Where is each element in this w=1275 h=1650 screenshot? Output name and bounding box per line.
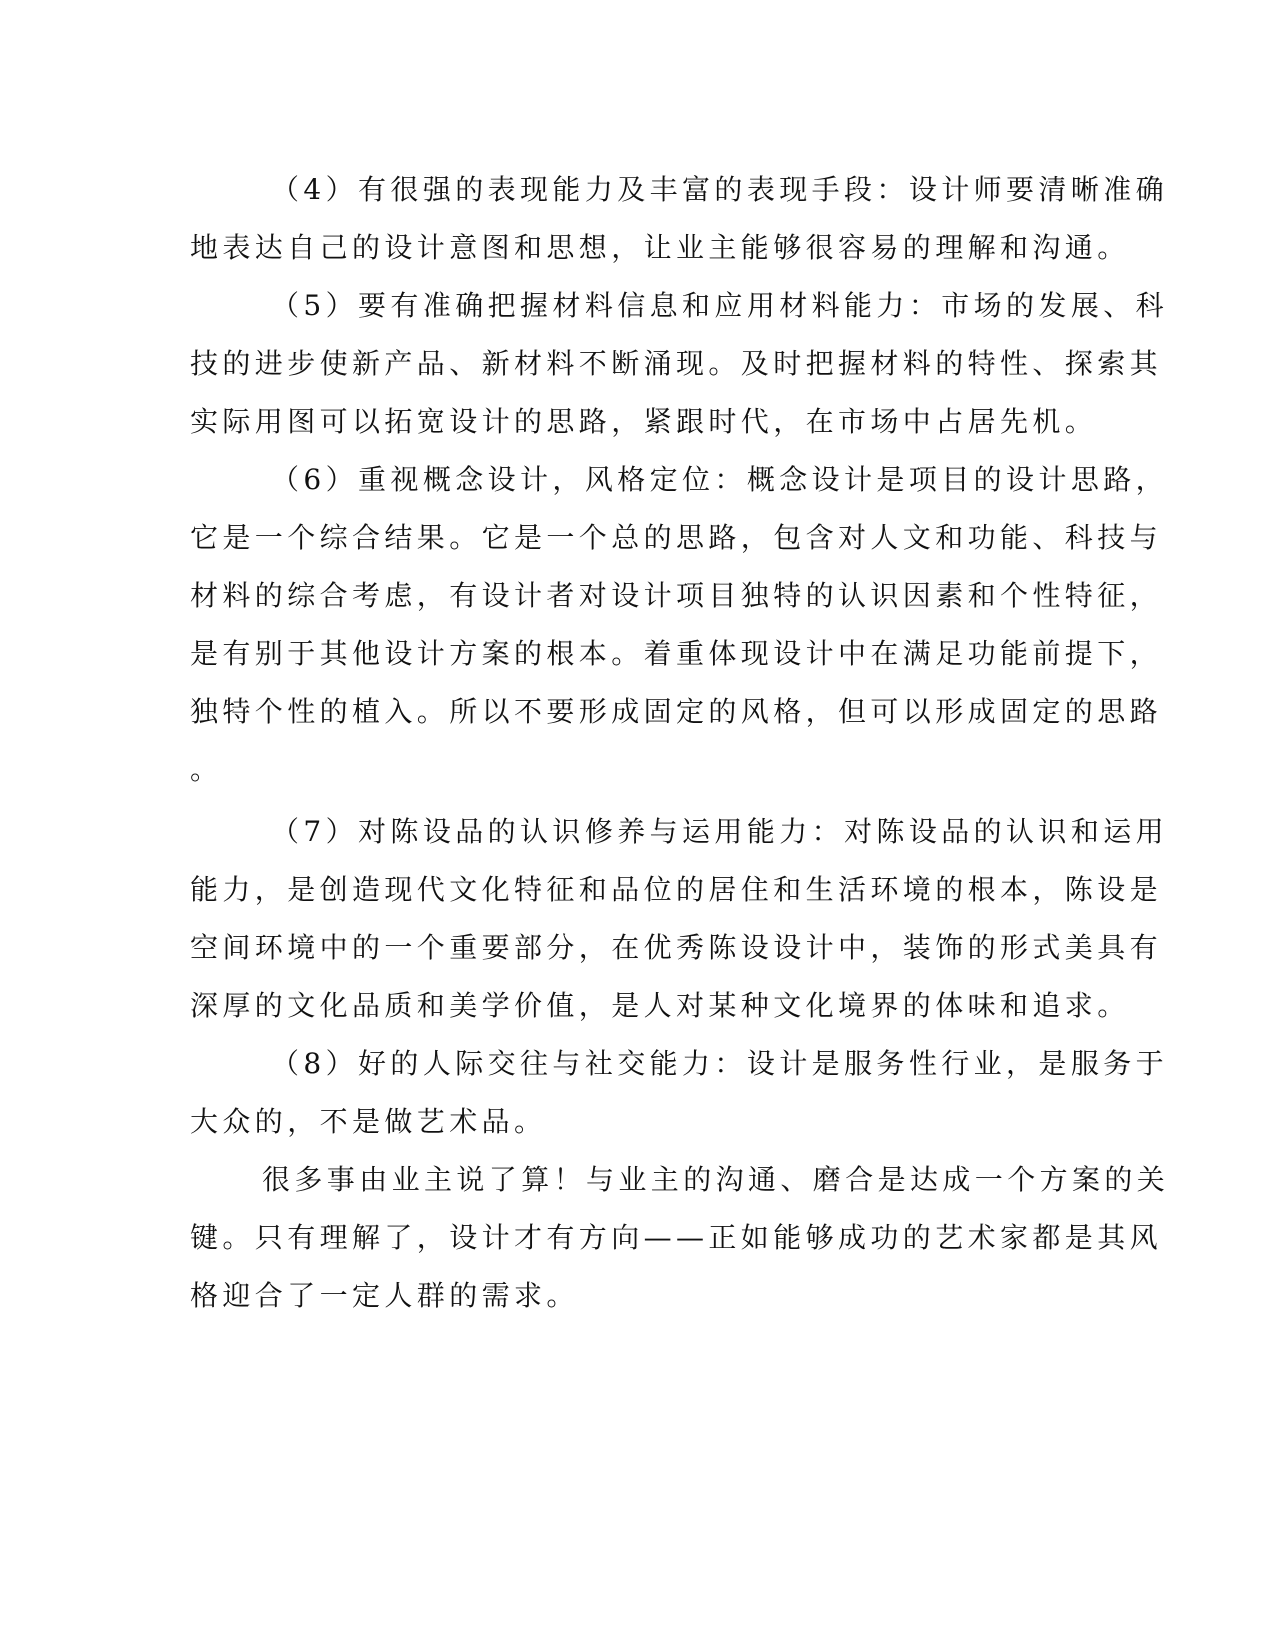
paragraph-7-line-3: 空间环境中的一个重要部分，在优秀陈设设计中，装饰的形式美具有 [190,931,1163,964]
paragraph-6-line-5: 独特个性的植入。所以不要形成固定的风格，但可以形成固定的思路 [190,695,1163,728]
paragraph-9-line-2: 键。只有理解了，设计才有方向——正如能够成功的艺术家都是其风 [190,1221,1163,1254]
paragraph-6-line-4: 是有别于其他设计方案的根本。着重体现设计中在满足功能前提下， [190,637,1163,670]
paragraph-8-line-2: 大众的，不是做艺术品。 [190,1105,547,1138]
paragraph-9-line-3: 格迎合了一定人群的需求。 [190,1279,579,1312]
paragraph-6-line-6: 。 [190,753,223,786]
paragraph-5-line-3: 实际用图可以拓宽设计的思路，紧跟时代，在市场中占居先机。 [190,405,1098,438]
paragraph-8-line-1: （8）好的人际交往与社交能力：设计是服务性行业，是服务于 [271,1047,1169,1080]
paragraph-6-line-3: 材料的综合考虑，有设计者对设计项目独特的认识因素和个性特征， [190,579,1163,612]
paragraph-5-line-1: （5）要有准确把握材料信息和应用材料能力：市场的发展、科 [271,289,1169,322]
paragraph-9-line-1: 很多事由业主说了算！与业主的沟通、磨合是达成一个方案的关 [262,1163,1170,1196]
paragraph-5-line-2: 技的进步使新产品、新材料不断涌现。及时把握材料的特性、探索其 [190,347,1163,380]
paragraph-4-line-1: （4）有很强的表现能力及丰富的表现手段：设计师要清晰准确 [271,173,1169,206]
paragraph-4-line-2: 地表达自己的设计意图和思想，让业主能够很容易的理解和沟通。 [190,231,1130,264]
paragraph-6-line-2: 它是一个综合结果。它是一个总的思路，包含对人文和功能、科技与 [190,521,1163,554]
paragraph-7-line-2: 能力，是创造现代文化特征和品位的居住和生活环境的根本，陈设是 [190,873,1163,906]
paragraph-6-line-1: （6）重视概念设计，风格定位：概念设计是项目的设计思路， [271,463,1169,496]
paragraph-7-line-4: 深厚的文化品质和美学价值，是人对某种文化境界的体味和追求。 [190,989,1130,1022]
paragraph-7-line-1: （7）对陈设品的认识修养与运用能力：对陈设品的认识和运用 [271,815,1169,848]
